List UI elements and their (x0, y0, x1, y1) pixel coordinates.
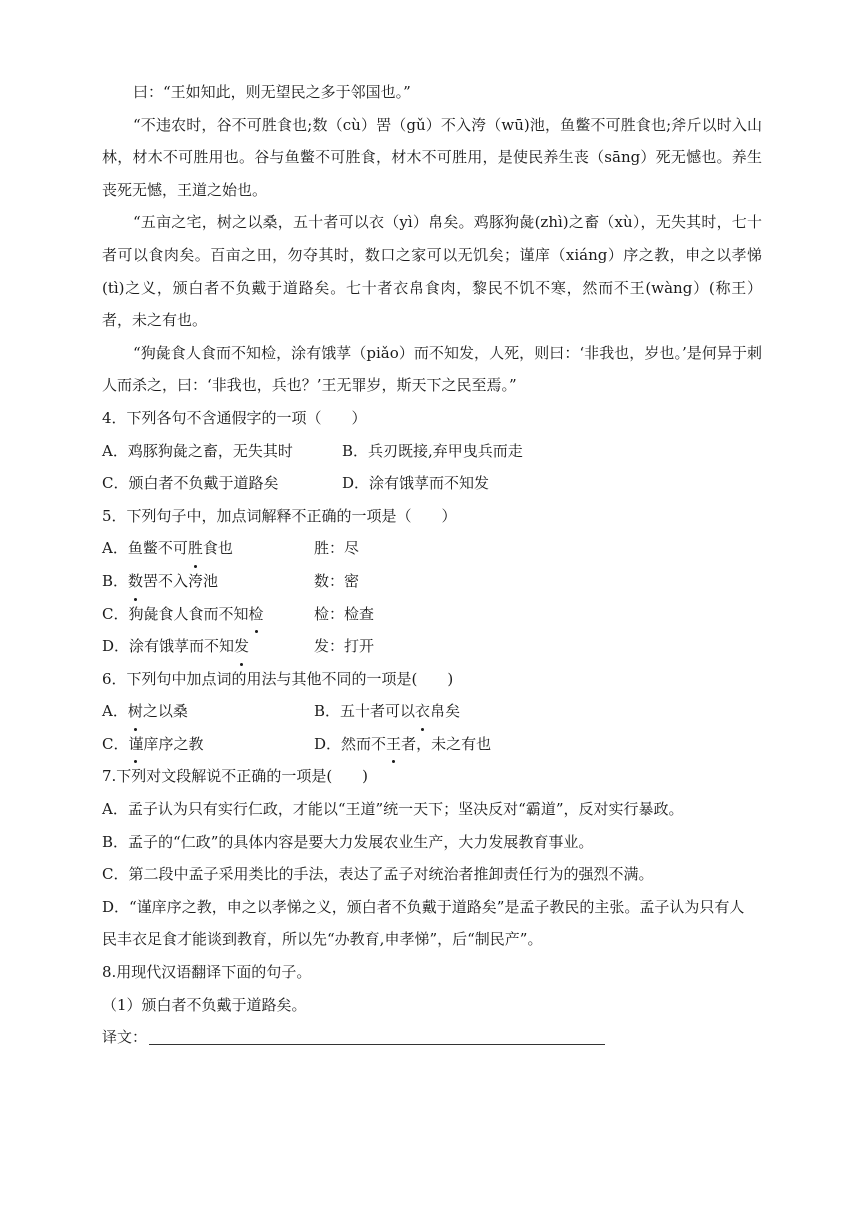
question-6-stem: 6．下列句中加点词的用法与其他不同的一项是( ) (102, 669, 454, 688)
question-6-option-a: A．树之以桑 (102, 695, 314, 728)
question-7-option-c: C．第二段中孟子采用类比的手法，表达了孟子对统治者推卸责任行为的强烈不满。 (102, 865, 654, 884)
passage-paragraph-3: “五亩之宅，树之以桑，五十者可以衣（yì）帛矣。鸡豚狗彘(zhì)之畜（xù），无失其时，七十者可以食肉矣。百亩之田，勿夺其时，数口之家可以无饥矣；谨庠（xiáng）序之教，申之以孝悌(tì)之义，颁白者不负戴于道路矣。七十者衣帛食肉，黎民不饥不寒，然而不王(wàng）(称王）者，未之有也。 (102, 213, 762, 330)
question-6-option-b: B．五十者可以衣帛矣 (314, 695, 460, 728)
question-5-option-d: D．涂有饿莩而不知发 发：打开 (102, 630, 762, 663)
passage-paragraph-2: “不违农时，谷不可胜食也;数（cù）罟（gǔ）不入洿（wū)池，鱼鳖不可胜食也;斧斤以时入山林，材木不可胜用也。谷与鱼鳖不可胜食，材木不可胜用，是使民养生丧（sāng）死无憾也。养生丧死无憾，王道之始也。 (102, 115, 762, 199)
question-4-option-b: B．兵刃既接,弃甲曳兵而走 (342, 441, 523, 460)
emphasized-word: 数 (128, 565, 143, 598)
emphasized-word: 发 (234, 630, 249, 663)
emphasized-word: 胜 (188, 532, 203, 565)
question-4-option-a: A．鸡豚狗彘之畜，无失其时 (102, 441, 293, 460)
question-5-stem: 5．下列句子中，加点词解释不正确的一项是（ ） (102, 506, 457, 525)
emphasized-word: 衣 (415, 695, 430, 728)
question-5-option-c: C．狗彘食人食而不知检 检：检查 (102, 598, 762, 631)
question-6-option-c: C．谨庠序之教 (102, 728, 314, 761)
question-4-option-d: D．涂有饿莩而不知发 (342, 474, 490, 493)
question-5-option-a-definition: 胜：尽 (314, 539, 360, 558)
question-5-option-b: B．数罟不入洿池 数：密 (102, 565, 762, 598)
question-7-option-d-line-1: D．“谨庠序之教，申之以孝悌之义，颁白者不负戴于道路矣”是孟子教民的主张。孟子认为只有人 (102, 897, 745, 916)
question-5-option-c-definition: 检：检查 (314, 604, 375, 623)
question-6-options-cd (102, 728, 762, 761)
question-5-option-b-definition: 数：密 (314, 571, 360, 590)
emphasized-word: 王 (386, 728, 401, 761)
passage-paragraph-1: 曰：“王如知此，则无望民之多于邻国也。” (133, 83, 411, 101)
question-7-option-a: A．孟子认为只有实行仁政，才能以“王道”统一天下；坚决反对“霸道”，反对实行暴政。 (102, 800, 684, 819)
question-5-option-d-definition: 发：打开 (314, 637, 375, 656)
question-5-option-a: A．鱼鳖不可胜食也 胜：尽 (102, 532, 762, 565)
question-7-option-d-line-2: 民丰衣足食才能谈到教育，所以先“办教育,申孝悌”，后“制民产”。 (102, 930, 543, 949)
document-content (102, 76, 762, 1054)
emphasized-word: 检 (249, 598, 264, 631)
question-6-options-ab (102, 695, 762, 728)
question-6-option-d: D．然而不王者，未之有也 (314, 728, 491, 761)
emphasized-word: 树 (128, 695, 143, 728)
question-8-subquestion-1: （1）颁白者不负戴于道路矣。 (102, 995, 307, 1014)
question-4-stem: 4．下列各句不含通假字的一项（ ） (102, 408, 367, 427)
question-4-option-c: C．颁白者不负戴于道路矣 (102, 474, 279, 493)
question-7-option-b: B．孟子的“仁政”的具体内容是要大力发展农业生产，大力发展教育事业。 (102, 832, 594, 851)
translation-label: 译文： (102, 1028, 148, 1047)
translation-answer-line[interactable] (149, 1028, 605, 1045)
question-4-options-ab (102, 435, 762, 468)
passage-paragraph-4: “狗彘食人食而不知检，涂有饿莩（piǎo）而不知发，人死，则曰：‘非我也，岁也。’是何异于刺人而杀之，曰：‘非我也，兵也？’王无罪岁，斯天下之民至焉。” (102, 343, 762, 395)
translation-row (102, 1021, 762, 1054)
emphasized-word: 谨 (128, 728, 143, 761)
question-8-stem: 8.用现代汉语翻译下面的句子。 (102, 963, 312, 982)
question-7-stem: 7.下列对文段解说不正确的一项是( ) (102, 767, 369, 786)
question-4-options-cd (102, 467, 762, 500)
